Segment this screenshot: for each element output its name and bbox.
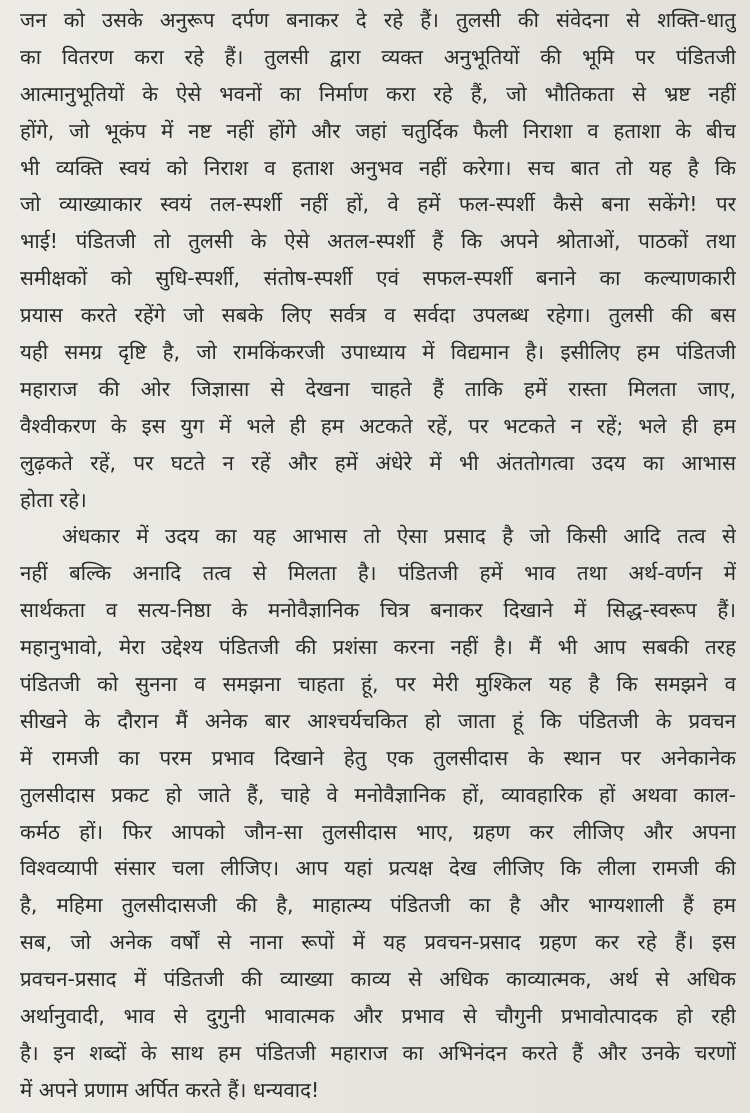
text-line: सब, जो अनेक वर्षों से नाना रूपों में यह प्रवचन-प्रसाद ग्रहण कर रहे हैं। इस xyxy=(20,930,736,955)
text-line: अंधकार में उदय का यह आभास तो ऐसा प्रसाद है जो किसी आदि तत्व से xyxy=(62,524,736,549)
text-line: में रामजी का परम प्रभाव दिखाने हेतु एक तुलसीदास के स्थान पर अनेकानेक xyxy=(20,745,736,770)
text-line: लुढ़कते रहें, पर घटते न रहें और हमें अंधेरे में भी अंततोगत्वा उदय का आभास xyxy=(20,450,736,475)
text-line: समीक्षकों को सुधि-स्पर्शी, संतोष-स्पर्शी एवं सफल-स्पर्शी बनाने का कल्याणकारी xyxy=(20,266,736,291)
text-line: है, महिमा तुलसीदासजी की है, माहात्म्य पंडितजी का है और भाग्यशाली हैं हम xyxy=(20,893,736,918)
text-line: होंगे, जो भूकंप में नष्ट नहीं होंगे और जहां चतुर्दिक फैली निराशा व हताशा के बीच xyxy=(20,118,736,143)
text-line: प्रयास करते रहेंगे जो सबके लिए सर्वत्र व सर्वदा उपलब्ध रहेगा। तुलसी की बस xyxy=(20,303,736,328)
text-line: वैश्वीकरण के इस युग में भले ही हम अटकते रहें, पर भटकते न रहें; भले ही हम xyxy=(20,413,736,438)
text-line: है। इन शब्दों के साथ हम पंडितजी महाराज का अभिनंदन करते हैं और उनके चरणों xyxy=(20,1040,736,1065)
text-line: भी व्यक्ति स्वयं को निराश व हताश अनुभव नहीं करेगा। सच बात तो यह है कि xyxy=(20,155,736,180)
text-line: कर्मठ हों। फिर आपको जौन-सा तुलसीदास भाए, ग्रहण कर लीजिए और अपना xyxy=(20,819,736,844)
text-line: में अपने प्रणाम अर्पित करते हैं। धन्यवाद! xyxy=(20,1077,320,1102)
text-line: आत्मानुभूतियों के ऐसे भवनों का निर्माण करा रहे हैं, जो भौतिकता से भ्रष्ट नहीं xyxy=(20,81,736,106)
text-line: जन को उसके अनुरूप दर्पण बनाकर दे रहे हैं। तुलसी की संवेदना से शक्ति-धातु xyxy=(20,8,736,32)
text-line: का वितरण करा रहे हैं। तुलसी द्वारा व्यक्त अनुभूतियों की भूमि पर पंडितजी xyxy=(20,44,736,69)
text-line: सीखने के दौरान मैं अनेक बार आश्चर्यचकित हो जाता हूं कि पंडितजी के प्रवचन xyxy=(20,708,736,733)
text-line: प्रवचन-प्रसाद में पंडितजी की व्याख्या काव्य से अधिक काव्यात्मक, अर्थ से अधिक xyxy=(20,967,736,992)
text-line: होता रहे। xyxy=(20,487,87,512)
text-line: जो व्याख्याकार स्वयं तल-स्पर्शी नहीं हों, वे हमें फल-स्पर्शी कैसे बना सकेंगे! पर xyxy=(20,192,736,217)
text-line: भाई! पंडितजी तो तुलसी के ऐसे अतल-स्पर्शी हैं कि अपने श्रोताओं, पाठकों तथा xyxy=(20,229,736,254)
text-line: विश्वव्यापी संसार चला लीजिए। आप यहां प्रत्यक्ष देख लीजिए कि लीला रामजी की xyxy=(20,856,736,881)
paragraph-2 xyxy=(20,518,736,1108)
text-line: नहीं बल्कि अनादि तत्व से मिलता है। पंडितजी हमें भाव तथा अर्थ-वर्णन में xyxy=(20,561,736,586)
text-line: महाराज की ओर जिज्ञासा से देखना चाहते हैं ताकि हमें रास्ता मिलता जाए, xyxy=(20,376,736,401)
text-line: महानुभावो, मेरा उद्देश्य पंडितजी की प्रशंसा करना नहीं है। मैं भी आप सबकी तरह xyxy=(20,635,736,660)
text-line: यही समग्र दृष्टि है, जो रामकिंकरजी उपाध्याय में विद्यमान है। इसीलिए हम पंडितजी xyxy=(20,340,736,365)
text-line: सार्थकता व सत्य-निष्ठा के मनोवैज्ञानिक चित्र बनाकर दिखाने में सिद्ध-स्वरूप हैं। xyxy=(20,598,736,623)
text-line: पंडितजी को सुनना व समझना चाहता हूं, पर मेरी मुश्किल यह है कि समझने व xyxy=(20,672,736,697)
text-line: अर्थानुवादी, भाव से दुगुनी भावात्मक और प्रभाव से चौगुनी प्रभावोत्पादक हो रही xyxy=(20,1004,736,1029)
paragraph-1 xyxy=(20,2,736,518)
text-line: तुलसीदास प्रकट हो जाते हैं, चाहे वे मनोवैज्ञानिक हों, व्यावहारिक हों अथवा काल- xyxy=(20,782,736,807)
